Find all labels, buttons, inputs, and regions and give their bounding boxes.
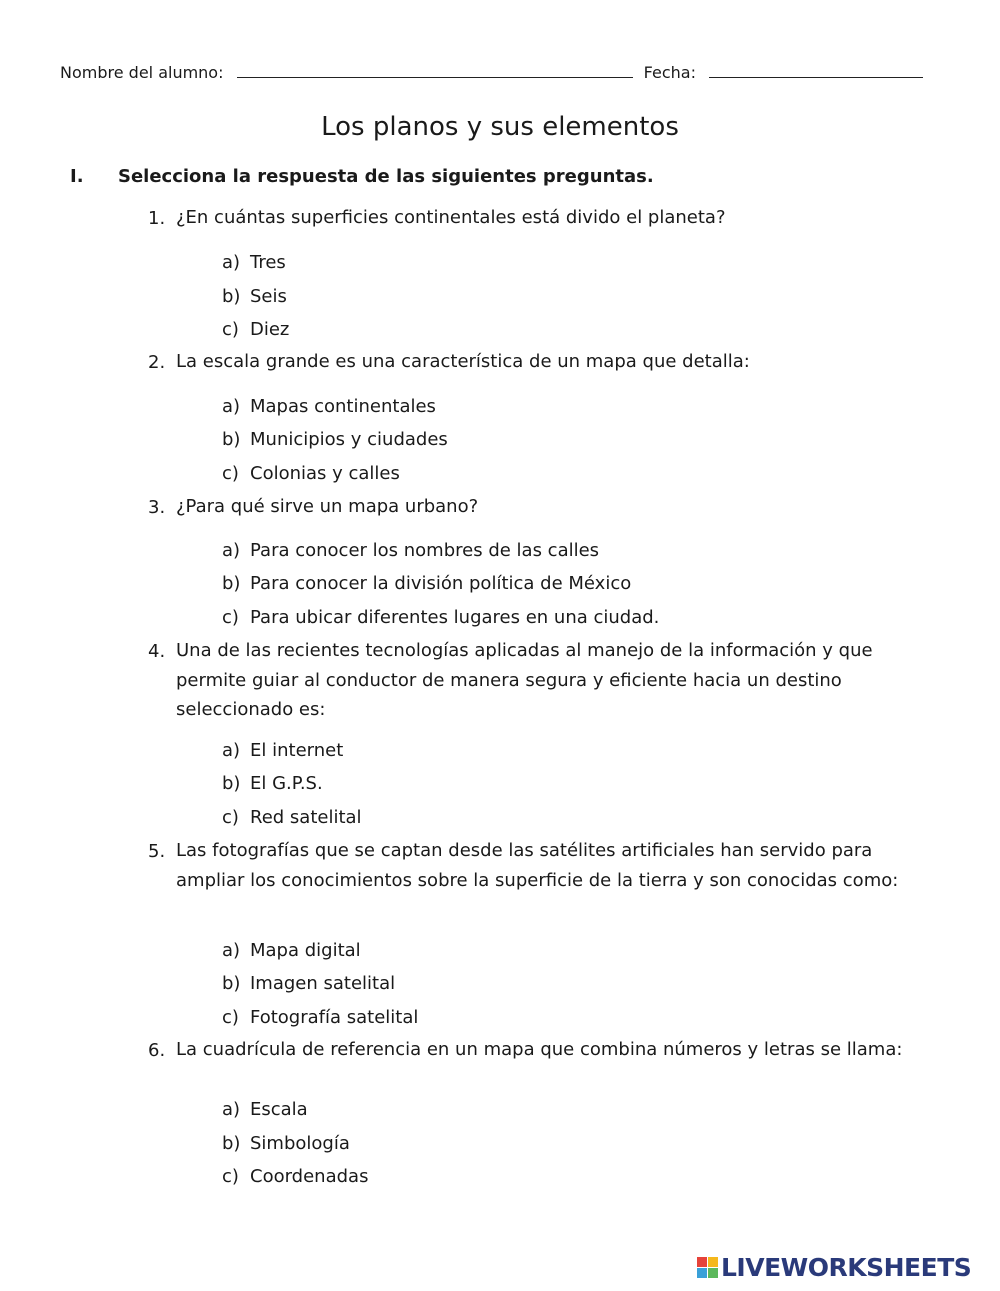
option-text: Red satelital [250,807,362,828]
logo-text: LIVEWORKSHEETS [721,1253,972,1282]
answer-option[interactable] [222,463,400,484]
question-text: Las fotografías que se captan desde las satélites artificiales han servido para ampliar los conocimientos sobre la superficie de la tierra y son conocidas como: [176,840,899,891]
answer-option[interactable] [222,607,659,628]
option-text: El internet [250,740,344,761]
option-text: Seis [250,286,287,307]
question-text: Una de las recientes tecnologías aplicadas al manejo de la información y que permite guiar al conductor de manera segura y eficiente hacia un destino seleccionado es: [176,640,873,720]
section-heading [70,166,654,187]
option-text: Tres [250,252,286,273]
answer-option[interactable] [222,396,436,417]
answer-option[interactable] [222,740,343,761]
option-letter: b) [222,286,241,307]
option-text: El G.P.S. [250,773,323,794]
logo-mark-icon [697,1257,718,1278]
option-text: Coordenadas [250,1166,369,1187]
logo-square [708,1257,718,1267]
question-text: ¿En cuántas superficies continentales está divido el planeta? [176,207,726,228]
option-letter: b) [222,573,241,594]
question-number: 2. [148,352,166,373]
option-text: Escala [250,1099,308,1120]
question-number: 3. [148,497,166,518]
option-letter: a) [222,740,241,761]
question-number: 4. [148,641,166,662]
option-letter: c) [222,1007,239,1028]
answer-option[interactable] [222,252,286,273]
option-letter: b) [222,429,241,450]
option-text: Para conocer la división política de México [250,573,632,594]
answer-option[interactable] [222,940,361,961]
option-text: Para ubicar diferentes lugares en una ciudad. [250,607,660,628]
option-text: Imagen satelital [250,973,396,994]
option-text: Fotografía satelital [250,1007,419,1028]
answer-option[interactable] [222,540,599,561]
option-letter: a) [222,396,241,417]
option-letter: a) [222,1099,241,1120]
answer-option[interactable] [222,973,395,994]
answer-option[interactable] [222,1099,308,1120]
date-field[interactable] [709,61,923,78]
question-text: La cuadrícula de referencia en un mapa que combina números y letras se llama: [176,1039,903,1060]
logo-square [697,1268,707,1278]
answer-option[interactable] [222,573,631,594]
option-text: Diez [250,319,290,340]
answer-option[interactable] [222,807,362,828]
section-numeral: I. [70,166,84,187]
option-letter: b) [222,1133,241,1154]
question-number: 6. [148,1040,166,1061]
option-letter: c) [222,607,239,628]
option-text: Simbología [250,1133,350,1154]
page-title: Los planos y sus elementos [321,112,679,142]
option-letter: c) [222,319,239,340]
date-label: Fecha: [643,63,696,82]
option-letter: b) [222,773,241,794]
option-letter: b) [222,973,241,994]
option-text: Para conocer los nombres de las calles [250,540,600,561]
question-number: 1. [148,208,166,229]
answer-option[interactable] [222,286,287,307]
logo-square [708,1268,718,1278]
answer-option[interactable] [222,1007,418,1028]
answer-option[interactable] [222,1166,368,1187]
option-letter: c) [222,807,239,828]
option-letter: a) [222,540,241,561]
answer-option[interactable] [222,319,289,340]
section-instruction: Selecciona la respuesta de las siguientes preguntas. [118,166,654,187]
option-text: Municipios y ciudades [250,429,448,450]
option-text: Colonias y calles [250,463,400,484]
option-letter: c) [222,463,239,484]
name-field[interactable] [237,61,633,78]
option-text: Mapa digital [250,940,361,961]
answer-option[interactable] [222,429,448,450]
option-letter: c) [222,1166,239,1187]
question-text: La escala grande es una característica de un mapa que detalla: [176,351,750,372]
question-number: 5. [148,841,166,862]
answer-option[interactable] [222,1133,350,1154]
student-info-header [60,61,923,82]
logo-square [697,1257,707,1267]
name-label: Nombre del alumno: [60,63,224,82]
option-letter: a) [222,252,241,273]
question-text: ¿Para qué sirve un mapa urbano? [176,496,479,517]
answer-option[interactable] [222,773,323,794]
option-text: Mapas continentales [250,396,436,417]
option-letter: a) [222,940,241,961]
liveworksheets-logo [697,1253,971,1282]
